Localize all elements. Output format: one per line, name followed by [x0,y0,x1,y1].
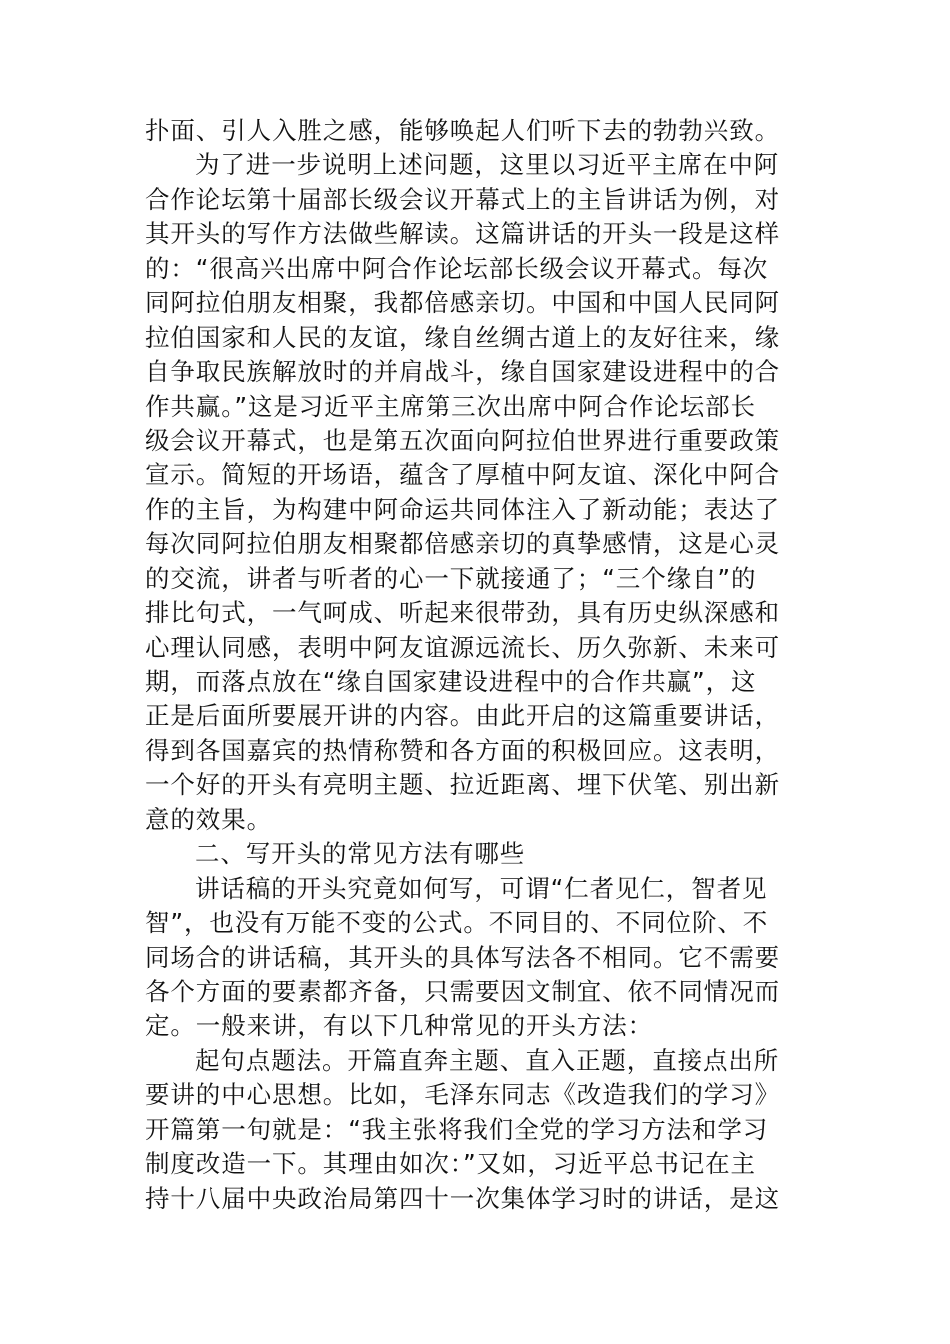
text-line: 一个好的开头有亮明主题、拉近距离、埋下伏笔、别出新 [145,770,780,800]
text-line: 意的效果。 [145,804,272,834]
paragraph-first-line: 二、写开头的常见方法有哪些 [195,839,526,869]
text-line: 其开头的写作方法做些解读。这篇讲话的开头一段是这样 [145,219,780,249]
text-line: 制度改造一下。其理由如次：”又如，习近平总书记在主 [145,1149,756,1179]
text-line: 每次同阿拉伯朋友相聚都倍感亲切的真挚感情，这是心灵 [145,529,780,559]
text-line: 的交流，讲者与听者的心一下就接通了；“三个缘自”的 [145,563,757,593]
text-line: 作共赢。”这是习近平主席第三次出席中阿合作论坛部长 [145,391,756,421]
text-line: 开篇第一句就是：“我主张将我们全党的学习方法和学习 [145,1114,769,1144]
text-line: 扑面、引人入胜之感，能够唤起人们听下去的勃勃兴致。 [145,116,780,145]
text-line: 得到各国嘉宾的热情称赞和各方面的积极回应。这表明， [145,735,780,765]
text-line: 同阿拉伯朋友相聚，我都倍感亲切。中国和中国人民同阿 [145,288,780,318]
text-line: 级会议开幕式，也是第五次面向阿拉伯世界进行重要政策 [145,425,780,455]
body-text [145,114,809,1216]
text-line: 同场合的讲话稿，其开头的具体写法各不相同。它不需要 [145,942,780,972]
text-line: 持十八届中央政治局第四十一次集体学习时的讲话，是这 [145,1183,780,1213]
paragraph-first-line: 为了进一步说明上述问题，这里以习近平主席在中阿 [195,150,780,180]
text-line: 心理认同感，表明中阿友谊源远流长、历久弥新、未来可 [145,632,780,662]
text-line: 拉伯国家和人民的友谊，缘自丝绸古道上的友好往来，缘 [145,322,780,352]
text-line: 定。一般来讲，有以下几种常见的开头方法： [145,1011,653,1041]
paragraph-first-line: 起句点题法。开篇直奔主题、直入正题，直接点出所 [195,1045,780,1075]
text-line: 各个方面的要素都齐备，只需要因文制宜、依不同情况而 [145,976,780,1006]
text-line: 排比句式，一气呵成、听起来很带劲，具有历史纵深感和 [145,598,780,628]
paragraph-first-line: 讲话稿的开头究竟如何写，可谓“仁者见仁，智者见 [195,873,768,903]
text-line: 智”，也没有万能不变的公式。不同目的、不同位阶、不 [145,908,769,938]
text-line: 正是后面所要展开讲的内容。由此开启的这篇重要讲话， [145,701,780,731]
text-line: 宣示。简短的开场语，蕴含了厚植中阿友谊、深化中阿合 [145,460,780,490]
text-line: 合作论坛第十届部长级会议开幕式上的主旨讲话为例，对 [145,184,780,214]
text-line: 要讲的中心思想。比如，毛泽东同志《改造我们的学习》 [145,1080,780,1110]
text-line: 作的主旨，为构建中阿命运共同体注入了新动能；表达了 [145,494,780,524]
text-line: 的：“很高兴出席中阿合作论坛部长级会议开幕式。每次 [145,253,769,283]
text-line: 自争取民族解放时的并肩战斗，缘自国家建设进程中的合 [145,357,780,387]
text-line: 期，而落点放在“缘自国家建设进程中的合作共赢”，这 [145,667,757,696]
